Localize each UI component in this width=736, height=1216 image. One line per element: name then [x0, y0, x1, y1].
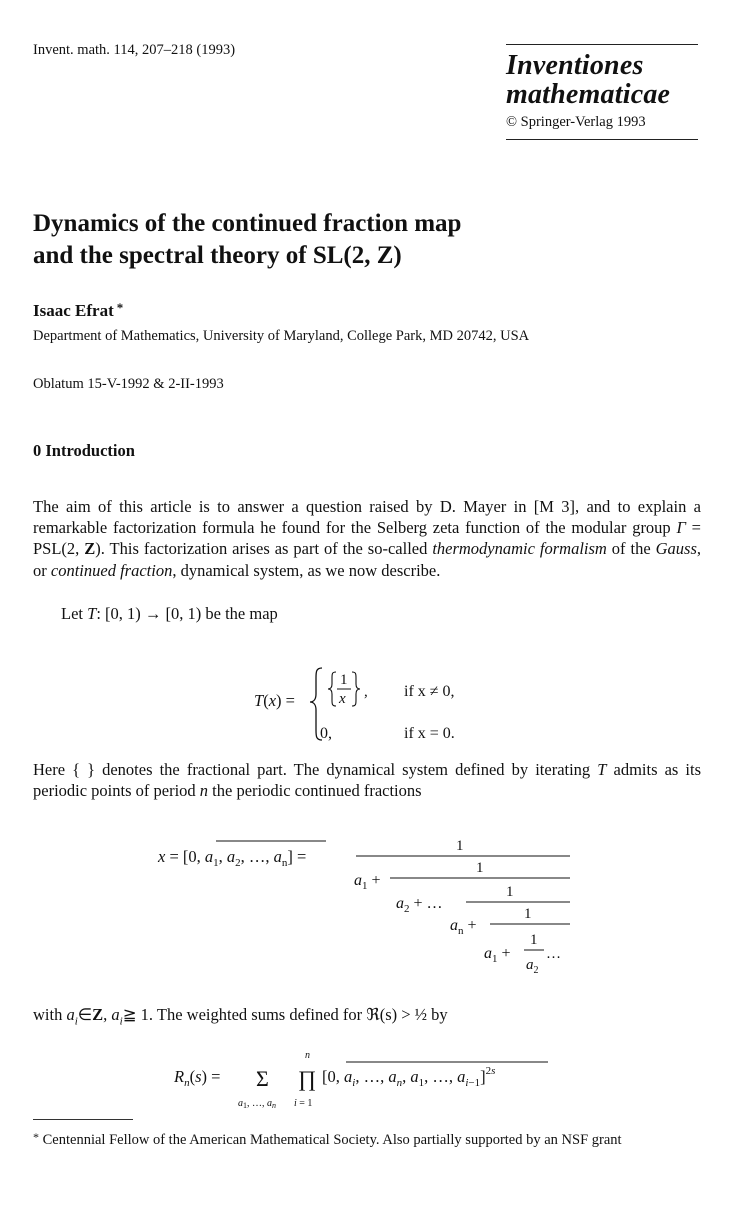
- let-T-paragraph: [61, 603, 701, 624]
- masthead-bottom-rule: [506, 139, 698, 140]
- eq-R-bracket: [0, $a_i$, …, $a_n$, $a_1$, …, $a_{i-1}]^2s$: [322, 1065, 496, 1089]
- text-run: ≧ 1. The weighted sums defined for ℜ(s) > ½ by: [122, 1005, 448, 1024]
- emph-thermodynamic: thermodynamic formalism: [432, 539, 607, 559]
- text-run: ). This factorization arises as part of the so-called: [95, 539, 433, 559]
- equation-map-T: [250, 660, 510, 746]
- eq-T-case2-value: 0,: [320, 725, 332, 742]
- map-T-symbol: T: [87, 604, 97, 623]
- eq-T-denominator: x: [339, 691, 346, 707]
- article-title-line1: Dynamics of the continued fraction map: [33, 210, 462, 237]
- eq-R-prod-upper: n: [305, 1050, 310, 1061]
- eq-R-prod-sign: ∏: [298, 1066, 317, 1091]
- author-footnote-mark: *: [116, 300, 124, 315]
- text-run: : [0, 1) → [0, 1) be the map: [96, 604, 278, 623]
- map-T-symbol: T: [597, 760, 607, 779]
- text-run: with: [33, 1005, 67, 1024]
- article-title: [33, 208, 461, 272]
- eq-cf-a1-inner: $a_1$ +: [484, 945, 511, 965]
- eq-cf-lhs: x = [0, $a_1$, $a_2$, …, $a_n$] =: [158, 847, 307, 869]
- equation-weighted-sum: [170, 1040, 590, 1112]
- text-run: , or: [33, 539, 701, 580]
- text-run: admits as its periodic points of period: [33, 760, 702, 801]
- eq-cf-one-5: 1: [530, 932, 538, 948]
- element-of-symbol: ∈: [77, 1005, 93, 1024]
- author-affiliation: Department of Mathematics, University of Maryland, College Park, MD 20742, USA: [33, 328, 530, 344]
- text-run: of the: [606, 539, 656, 559]
- eq-T-comma: ,: [364, 684, 368, 700]
- text-run: the periodic continued fractions: [208, 781, 422, 801]
- subscript-i: i: [119, 1015, 123, 1028]
- text-run: = PSL(2,: [33, 518, 701, 559]
- eq-R-lhs: $R_n(s)$ =: [174, 1067, 221, 1089]
- emph-gauss: Gauss: [655, 539, 697, 559]
- eq-R-sum-sign: Σ: [256, 1066, 269, 1091]
- eq-cf-a2-inner: $a_2$: [526, 957, 539, 976]
- intro-paragraph: [33, 496, 701, 581]
- a-symbol: a: [66, 1005, 75, 1024]
- eq-T-case1-condition: if x ≠ 0,: [404, 683, 455, 700]
- eq-R-prod-lower: i = 1: [294, 1098, 313, 1109]
- subscript-i: i: [74, 1015, 78, 1028]
- journal-citation: Invent. math. 114, 207–218 (1993): [33, 42, 236, 58]
- eq-T-lhs: T(x) =: [254, 691, 295, 710]
- footnote-text: Centennial Fellow of the American Mathematical Society. Also partially supported by an NSF grant: [42, 1132, 622, 1148]
- eq-T-case2-condition: if x = 0.: [404, 725, 455, 742]
- text-run: Here { } denotes the fractional part. The dynamical system defined by iterating: [33, 760, 598, 779]
- article-title-line2: and the spectral theory of SL(2, Z): [33, 242, 402, 269]
- eq-R-sum-index: $a_1$, …, $a_n$: [238, 1098, 276, 1110]
- equation-continued-fraction: [150, 826, 580, 991]
- eq-T-numerator: 1: [340, 672, 348, 688]
- eq-cf-a1: $a_1$ +: [354, 872, 381, 892]
- text-run: Let: [61, 604, 88, 623]
- footnote-mark: *: [33, 1130, 39, 1144]
- journal-copyright: © Springer-Verlag 1993: [506, 114, 646, 130]
- gamma-symbol: Γ: [676, 518, 686, 538]
- a-symbol: a: [111, 1005, 120, 1024]
- journal-masthead: [506, 44, 698, 140]
- integers-symbol: Z: [84, 539, 96, 559]
- oblatum-dates: Oblatum 15-V-1992 & 2-II-1993: [33, 376, 224, 392]
- journal-name-line1: Inventiones: [506, 50, 644, 81]
- integers-symbol: Z: [92, 1005, 104, 1024]
- author-name: [33, 300, 123, 321]
- footnote: [33, 1128, 701, 1150]
- eq-cf-one-2: 1: [476, 860, 484, 876]
- text-run: ,: [103, 1005, 112, 1024]
- author-name-text: Isaac Efrat: [33, 301, 114, 320]
- fractional-part-paragraph: [33, 759, 701, 801]
- period-n-symbol: n: [199, 781, 209, 801]
- section-heading: 0 Introduction: [33, 441, 135, 460]
- emph-continued-fraction: continued fraction: [50, 560, 173, 580]
- frac-brace-left: [328, 672, 336, 706]
- journal-name-line2: mathematicae: [506, 79, 671, 110]
- eq-cf-one-4: 1: [524, 906, 532, 922]
- masthead-top-rule: [506, 44, 698, 45]
- eq-cf-ellipsis: …: [546, 946, 561, 962]
- weighted-sums-paragraph: [33, 1004, 701, 1033]
- eq-cf-an: $a_n$ +: [450, 917, 477, 937]
- text-run: The aim of this article is to answer a question raised by D. Mayer in [M 3], and to explain a remarkable factorization formula he found for the Selberg zeta function of the modular group: [33, 497, 701, 538]
- text-run: , dynamical system, as we now describe.: [172, 560, 441, 580]
- frac-brace-right: [352, 672, 360, 706]
- footnote-rule: [33, 1119, 133, 1120]
- eq-cf-one-1: 1: [456, 838, 464, 854]
- eq-cf-a2: $a_2$ + …: [396, 895, 443, 915]
- eq-cf-one-3: 1: [506, 884, 514, 900]
